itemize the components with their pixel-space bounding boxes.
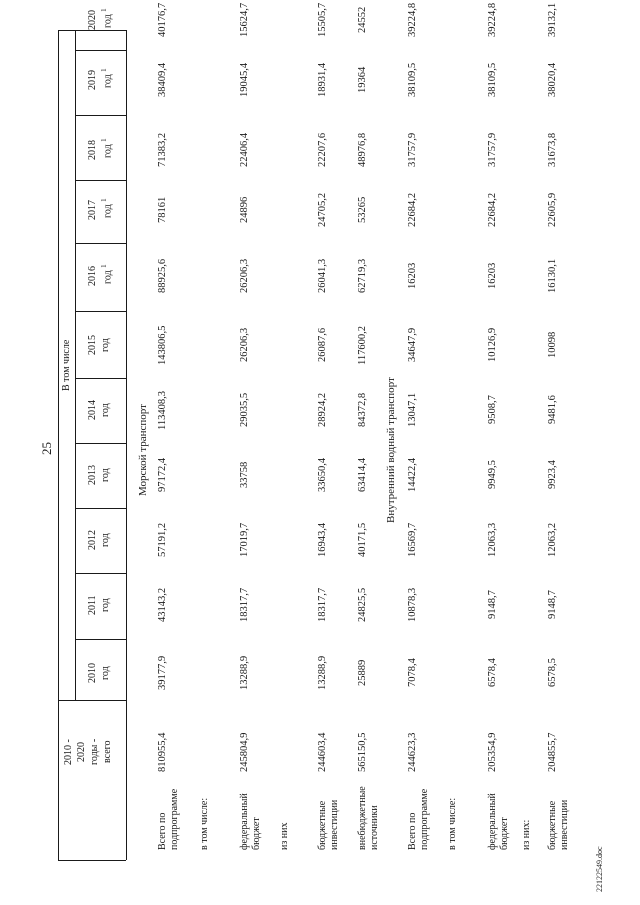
row-label: инвестиции (559, 799, 570, 850)
row-value: 38409,4 (157, 62, 168, 98)
row-label: в том числе: (199, 797, 210, 850)
footnote-mark: 1 (100, 198, 108, 202)
row-value: 24896 (239, 196, 250, 224)
row-value: 40176,7 (157, 2, 168, 38)
year-header-2015: 2015 (87, 335, 98, 355)
year-header-2018: 2018 (87, 140, 98, 160)
year-col-separator-7 (75, 180, 126, 181)
row-value: 33758 (239, 461, 250, 489)
row-value: 17019,7 (239, 522, 250, 558)
row-value: 33650,4 (317, 457, 328, 493)
row-total: 245804,9 (239, 732, 250, 772)
year-header-2017: 2017 (87, 200, 98, 220)
row-value: 18317,7 (239, 587, 250, 623)
year-col-separator-2 (75, 508, 126, 509)
row-value: 6578,4 (487, 658, 498, 688)
row-value: 22605,9 (547, 192, 558, 228)
row-value: 26206,3 (239, 258, 250, 294)
year-header-2019: 2019 (87, 70, 98, 90)
row-label: Всего по (407, 812, 418, 850)
row-value: 12063,3 (487, 522, 498, 558)
year-col-separator-8 (75, 115, 126, 116)
total-col-separator (58, 700, 126, 701)
year-suffix-2020: год $^1$ (100, 8, 114, 29)
row-value: 6578,5 (547, 658, 558, 688)
row-value: 28924,2 (317, 392, 328, 428)
year-header-2020: 2020 (87, 10, 98, 30)
row-value: 29035,5 (239, 392, 250, 428)
year-suffix-2014: год (100, 403, 111, 417)
row-value: 16943,4 (317, 522, 328, 558)
row-value: 143806,5 (157, 325, 168, 365)
row-value: 16569,7 (407, 522, 418, 558)
row-value: 34647,9 (407, 327, 418, 363)
row-value: 31673,8 (547, 132, 558, 168)
row-value: 26206,3 (239, 327, 250, 363)
year-header-2013: 2013 (87, 465, 98, 485)
page-number: 25 (39, 441, 54, 455)
row-value: 39224,8 (487, 2, 498, 38)
year-col-separator-6 (75, 243, 126, 244)
row-value: 22684,2 (407, 192, 418, 228)
row-label: подпрограмме (169, 788, 180, 850)
row-label: подпрограмме (419, 788, 430, 850)
year-suffix-2015: год (100, 338, 111, 352)
row-total: 565150,5 (357, 732, 368, 772)
row-value: 53265 (357, 196, 368, 224)
row-value: 13288,9 (317, 655, 328, 691)
row-value: 9148,7 (487, 590, 498, 620)
row-value: 13047,1 (407, 392, 418, 428)
row-value: 19364 (357, 66, 368, 94)
year-suffix-2017: год $^1$ (100, 198, 114, 219)
row-value: 24705,2 (317, 192, 328, 228)
group-header: В том числе (61, 339, 72, 391)
header-bottom-border (126, 30, 127, 860)
row-value: 16203 (407, 262, 418, 290)
row-value: 22406,4 (239, 132, 250, 168)
year-suffix-2012: год (100, 533, 111, 547)
row-value: 15624,7 (239, 2, 250, 38)
row-value: 38020,4 (547, 62, 558, 98)
year-col-separator-5 (75, 311, 126, 312)
row-value: 62719,3 (357, 258, 368, 294)
total-col-header-2: годы - (89, 738, 100, 766)
row-value: 39177,9 (157, 655, 168, 691)
row-value: 10878,3 (407, 587, 418, 623)
row-value: 16203 (487, 262, 498, 290)
row-label: бюджет (499, 817, 510, 850)
row-value: 18317,7 (317, 587, 328, 623)
row-value: 57191,2 (157, 522, 168, 558)
year-header-2011: 2011 (87, 595, 98, 615)
row-value: 31757,9 (487, 132, 498, 168)
row-total: 205354,9 (487, 732, 498, 772)
row-value: 22684,2 (487, 192, 498, 228)
year-col-separator-4 (75, 378, 126, 379)
row-label: бюджетные (317, 800, 328, 850)
footnote-mark: 1 (100, 264, 108, 268)
year-suffix-2019: год $^1$ (100, 68, 114, 89)
row-label: внебюджетные (357, 786, 368, 850)
row-label: из них: (521, 819, 532, 850)
row-label: бюджетные (547, 800, 558, 850)
row-value: 24825,5 (357, 587, 368, 623)
row-label: федеральный (487, 793, 498, 850)
total-col-header-3: всего (102, 740, 113, 764)
year-header-2010: 2010 (87, 663, 98, 683)
row-total: 810955,4 (157, 732, 168, 772)
year-col-separator-0 (75, 639, 126, 640)
row-value: 9508,7 (487, 395, 498, 425)
row-value: 40171,5 (357, 522, 368, 558)
row-value: 78161 (157, 196, 168, 224)
section-title-maritime: Морской транспорт (137, 404, 149, 496)
row-value: 10126,9 (487, 327, 498, 363)
row-value: 22207,6 (317, 132, 328, 168)
table-left-border (58, 30, 59, 860)
row-label: Всего по (157, 812, 168, 850)
group-header-separator (75, 30, 76, 700)
row-label: бюджет (251, 817, 262, 850)
footnote-mark: 1 (100, 138, 108, 142)
row-value: 63414,4 (357, 457, 368, 493)
row-label: источники (369, 805, 380, 850)
row-total: 244623,3 (407, 732, 418, 772)
row-value: 18931,4 (317, 62, 328, 98)
row-value: 10098 (547, 331, 558, 359)
row-value: 97172,4 (157, 457, 168, 493)
row-label: инвестиции (329, 799, 340, 850)
row-value: 9148,7 (547, 590, 558, 620)
year-suffix-2016: год $^1$ (100, 264, 114, 285)
row-value: 9923,4 (547, 460, 558, 490)
row-value: 26041,3 (317, 258, 328, 294)
row-label: в том числе: (447, 797, 458, 850)
year-suffix-2011: год (100, 598, 111, 612)
row-value: 24552 (357, 6, 368, 34)
row-value: 43143,2 (157, 587, 168, 623)
row-label: из них (279, 822, 290, 850)
year-col-separator-1 (75, 573, 126, 574)
row-value: 38109,5 (407, 62, 418, 98)
row-value: 39224,8 (407, 2, 418, 38)
footer-code: 22122549.doc (595, 846, 604, 892)
row-value: 38109,5 (487, 62, 498, 98)
row-value: 19045,4 (239, 62, 250, 98)
row-total: 204855,7 (547, 732, 558, 772)
row-value: 113408,3 (157, 390, 168, 430)
row-value: 25889 (357, 659, 368, 687)
row-value: 9949,5 (487, 460, 498, 490)
row-label: федеральный (239, 793, 250, 850)
row-value: 88925,6 (157, 258, 168, 294)
row-value: 14422,4 (407, 457, 418, 493)
row-value: 15505,7 (317, 2, 328, 38)
footnote-mark: 1 (100, 68, 108, 72)
row-value: 12063,2 (547, 522, 558, 558)
year-suffix-2010: год (100, 666, 111, 680)
row-value: 26087,6 (317, 327, 328, 363)
row-value: 9481,6 (547, 395, 558, 425)
year-suffix-2018: год $^1$ (100, 138, 114, 159)
row-value: 31757,9 (407, 132, 418, 168)
year-header-2014: 2014 (87, 400, 98, 420)
row-total: 244603,4 (317, 732, 328, 772)
footnote-mark: 1 (100, 8, 108, 12)
row-value: 117600,2 (357, 325, 368, 365)
row-value: 84372,8 (357, 392, 368, 428)
row-value: 7078,4 (407, 658, 418, 688)
section-title-inland: Внутренний водный транспорт (385, 377, 397, 523)
year-header-2012: 2012 (87, 530, 98, 550)
year-col-separator-9 (75, 50, 126, 51)
total-col-header-1: 2020 (76, 742, 87, 762)
total-col-header-0: 2010 - (63, 739, 74, 765)
row-value: 39132,1 (547, 2, 558, 38)
year-header-2016: 2016 (87, 266, 98, 286)
header-bottom-left-edge (58, 860, 126, 861)
row-value: 13288,9 (239, 655, 250, 691)
year-suffix-2013: год (100, 468, 111, 482)
row-value: 48976,8 (357, 132, 368, 168)
row-value: 16130,1 (547, 258, 558, 294)
header-top-right-edge (58, 30, 126, 31)
year-col-separator-3 (75, 443, 126, 444)
row-value: 71383,2 (157, 132, 168, 168)
